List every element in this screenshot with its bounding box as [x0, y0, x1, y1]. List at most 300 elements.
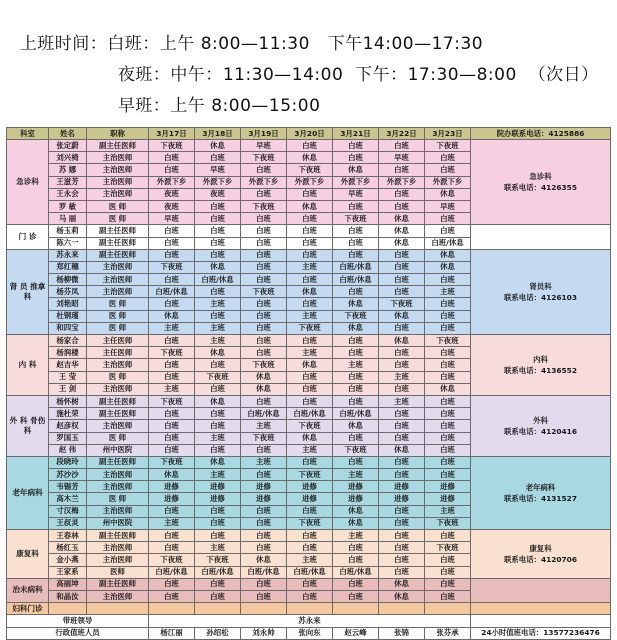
shift-cell: 白班: [287, 335, 333, 347]
shift-cell: 白班: [425, 469, 471, 481]
shift-cell: 进修: [241, 493, 287, 505]
shift-cell: 下夜班: [287, 469, 333, 481]
doctor-name: 高木兰: [49, 493, 87, 505]
shift-cell: 白班: [195, 408, 241, 420]
doctor-name: 郑红穗: [49, 261, 87, 273]
doctor-title: 副主任医师: [87, 408, 149, 420]
shift-cell: 进修: [333, 481, 379, 493]
doctor-title: 副主任医师: [87, 456, 149, 468]
shift-cell: 白班: [425, 225, 471, 237]
shift-cell: 外派下乡: [195, 176, 241, 188]
shift-cell: 进修: [241, 481, 287, 493]
shift-cell: 外派下乡: [425, 176, 471, 188]
shift-cell: 主班: [287, 310, 333, 322]
shift-cell: 主班: [195, 322, 241, 334]
doctor-title: 医 师: [87, 213, 149, 225]
doctor-name: 王滋芳: [49, 176, 87, 188]
shift-cell: 白班: [149, 249, 195, 261]
doctor-title: 州中医院: [87, 517, 149, 529]
shift-cell: 白班: [425, 566, 471, 578]
shift-cell: 休息: [379, 590, 425, 602]
shift-cell: 白班: [149, 530, 195, 542]
shift-cell: 白班/休息: [333, 408, 379, 420]
doctor-title: 医师: [87, 566, 149, 578]
day-afternoon-label: 下午: [327, 34, 363, 54]
shift-cell: 主班: [149, 322, 195, 334]
shift-cell: 白班: [287, 530, 333, 542]
doctor-title: 主治医师: [87, 590, 149, 602]
shift-cell: 白班: [241, 298, 287, 310]
shift-cell: 白班: [287, 578, 333, 590]
shift-cell: 白班: [333, 432, 379, 444]
department-contact: [471, 335, 611, 396]
shift-cell: 休息: [379, 335, 425, 347]
shift-cell: 白班: [241, 517, 287, 529]
shift-cell: 进修: [149, 481, 195, 493]
shift-cell: 白班: [333, 286, 379, 298]
shift-cell: 主班: [241, 420, 287, 432]
department-contact-phone: 联系电话：4126103: [504, 292, 577, 302]
doctor-name: 王春林: [49, 530, 87, 542]
shift-cell: 白班: [333, 152, 379, 164]
shift-cell: 休息: [241, 554, 287, 566]
shift-cell: [333, 603, 379, 615]
shift-cell: 白班: [149, 359, 195, 371]
shift-cell: 白班: [149, 298, 195, 310]
col-title-header: 职称: [87, 128, 149, 140]
shift-cell: 主班: [195, 469, 241, 481]
doctor-title: 副主任医师: [87, 249, 149, 261]
shift-cell: 白班: [379, 469, 425, 481]
doctor-title: 医 师: [87, 322, 149, 334]
shift-cell: 白班/休息: [333, 566, 379, 578]
shift-cell: 白班: [379, 432, 425, 444]
shift-cell: 白班: [425, 408, 471, 420]
shift-cell: 白班: [241, 261, 287, 273]
shift-cell: 白班: [149, 335, 195, 347]
shift-cell: 白班: [333, 456, 379, 468]
shift-cell: 主班: [149, 517, 195, 529]
shift-cell: 下夜班: [149, 554, 195, 566]
doctor-name: 王叔灵: [49, 517, 87, 529]
shift-cell: 白班: [333, 371, 379, 383]
shift-cell: 白班: [149, 274, 195, 286]
shift-cell: 早班: [333, 188, 379, 200]
doctor-name: 金小燕: [49, 554, 87, 566]
shift-cell: 下夜班: [241, 286, 287, 298]
leader-name: 苏永来: [149, 615, 471, 627]
shift-cell: 白班: [333, 590, 379, 602]
shift-cell: 休息: [287, 152, 333, 164]
shift-cell: 白班: [425, 298, 471, 310]
doctor-name: 刘兴椅: [49, 152, 87, 164]
shift-cell: 下夜班: [241, 152, 287, 164]
shift-cell: 白班: [241, 274, 287, 286]
department-contact-phone: 联系电话：4126355: [504, 183, 577, 193]
shift-cell: 白班: [379, 322, 425, 334]
shift-cell: 下夜班: [241, 359, 287, 371]
admin-duty-name: 杨江丽: [149, 627, 195, 639]
doctor-title: 州中医院: [87, 444, 149, 456]
leader-row: [7, 615, 611, 627]
department-contact-name: 外科: [533, 415, 548, 425]
shift-cell: 白班: [241, 469, 287, 481]
night-noon-label: 中午：: [170, 65, 223, 85]
department-contact: [471, 578, 611, 602]
shift-cell: 白班: [379, 505, 425, 517]
shift-cell: 进修: [195, 481, 241, 493]
shift-cell: 进修: [425, 493, 471, 505]
table-row: [7, 530, 611, 542]
shift-cell: 休息: [333, 298, 379, 310]
department-contact-name: 急诊科: [529, 172, 552, 182]
department-contact: [471, 530, 611, 579]
shift-cell: 白班: [425, 274, 471, 286]
schedule-line-early: [106, 76, 320, 116]
doctor-title: 主治医师: [87, 542, 149, 554]
early-shift-label: 早班：: [117, 96, 171, 116]
col-date-header: 3月18日: [195, 128, 241, 140]
shift-cell: 休息: [379, 225, 425, 237]
shift-cell: 休息: [425, 261, 471, 273]
shift-cell: 白班/休息: [149, 286, 195, 298]
shift-cell: 主班: [195, 432, 241, 444]
doctor-name: 和晶汝: [49, 590, 87, 602]
shift-cell: 休息: [195, 347, 241, 359]
shift-cell: 下夜班: [425, 542, 471, 554]
admin-duty-name: 张锦: [379, 627, 425, 639]
shift-cell: 白班: [379, 542, 425, 554]
shift-cell: 白班: [379, 359, 425, 371]
shift-cell: 休息: [241, 371, 287, 383]
doctor-title: 主治医师: [87, 383, 149, 395]
shift-cell: 白班: [241, 237, 287, 249]
shift-cell: 夜班: [149, 188, 195, 200]
shift-cell: 白班: [195, 505, 241, 517]
doctor-title: [87, 603, 149, 615]
department-contact: [471, 456, 611, 529]
shift-cell: 主班: [333, 530, 379, 542]
shift-cell: 白班: [195, 530, 241, 542]
shift-cell: 白班/休息: [287, 566, 333, 578]
department-name: 治未病科: [7, 578, 49, 602]
table-row: [7, 603, 611, 615]
shift-cell: 下夜班: [287, 420, 333, 432]
shift-cell: 下夜班: [333, 310, 379, 322]
col-date-header: 3月22日: [379, 128, 425, 140]
department-name: 康复科: [7, 530, 49, 579]
department-contact-phone: 联系电话：4120706: [504, 554, 577, 564]
shift-cell: 白班: [333, 225, 379, 237]
shift-cell: 白班: [195, 213, 241, 225]
shift-cell: 休息: [425, 249, 471, 261]
shift-cell: 主班: [379, 395, 425, 407]
shift-cell: 白班: [195, 249, 241, 261]
doctor-name: 王 莹: [49, 371, 87, 383]
table-row: [7, 395, 611, 407]
doctor-name: 赵彦权: [49, 420, 87, 432]
doctor-name: 王家系: [49, 566, 87, 578]
shift-cell: 外派下乡: [379, 176, 425, 188]
shift-cell: 白班/休息: [149, 566, 195, 578]
doctor-title: 主治医师: [87, 505, 149, 517]
doctor-title: 主治医师: [87, 176, 149, 188]
doctor-title: 主治医师: [87, 164, 149, 176]
shift-cell: 白班: [195, 200, 241, 212]
shift-cell: 白班: [333, 347, 379, 359]
shift-cell: 下夜班: [195, 554, 241, 566]
shift-cell: 白班: [241, 505, 287, 517]
shift-cell: 白班: [287, 590, 333, 602]
doctor-title: 医 师: [87, 371, 149, 383]
shift-cell: 休息: [195, 456, 241, 468]
shift-cell: 夜班: [149, 200, 195, 212]
duty-roster-table: [6, 127, 611, 640]
shift-cell: 白班: [379, 566, 425, 578]
shift-cell: 白班: [149, 152, 195, 164]
doctor-name: 杨芬凤: [49, 286, 87, 298]
doctor-title: 医 师: [87, 298, 149, 310]
shift-cell: 下夜班: [149, 395, 195, 407]
shift-cell: 白班: [195, 310, 241, 322]
department-name: 急诊科: [7, 140, 49, 225]
shift-cell: 下夜班: [287, 517, 333, 529]
shift-cell: 白班: [425, 371, 471, 383]
shift-cell: 白班: [425, 590, 471, 602]
day-afternoon-time: 14:00—17:30: [362, 34, 484, 54]
shift-cell: 休息: [333, 517, 379, 529]
department-name: 妇科门诊: [7, 603, 49, 615]
column-header-row: [7, 128, 611, 140]
shift-cell: 早班: [149, 213, 195, 225]
shift-cell: 白班/休息: [287, 408, 333, 420]
department-contact-phone: 联系电话：4136552: [504, 365, 577, 375]
shift-cell: 下夜班: [425, 140, 471, 152]
shift-cell: 白班: [379, 347, 425, 359]
shift-cell: 下夜班: [333, 444, 379, 456]
doctor-title: 副主任医师: [87, 578, 149, 590]
department-name: 门 诊: [7, 225, 49, 249]
department-contact: [471, 140, 611, 225]
shift-cell: 外派下乡: [287, 176, 333, 188]
shift-cell: 白班: [195, 578, 241, 590]
early-morning-time: 8:00—15:00: [211, 96, 321, 116]
shift-cell: 白班/休息: [195, 566, 241, 578]
shift-cell: 白班: [379, 420, 425, 432]
shift-cell: 进修: [287, 481, 333, 493]
department-contact-name: 老年病科: [525, 482, 556, 492]
department-contact: [471, 225, 611, 249]
shift-cell: 白班: [425, 322, 471, 334]
shift-cell: 主班: [425, 505, 471, 517]
shift-cell: 白班: [333, 383, 379, 395]
shift-cell: 白班: [241, 249, 287, 261]
shift-cell: 早班: [425, 200, 471, 212]
shift-cell: 白班: [149, 371, 195, 383]
doctor-name: 罗国玉: [49, 432, 87, 444]
col-date-header: 3月17日: [149, 128, 195, 140]
shift-cell: 外派下乡: [333, 176, 379, 188]
shift-cell: 白班: [241, 310, 287, 322]
shift-cell: 下夜班: [287, 164, 333, 176]
shift-cell: 白班: [287, 237, 333, 249]
shift-cell: 白班: [241, 590, 287, 602]
shift-cell: 早班: [195, 164, 241, 176]
shift-cell: 休息: [287, 359, 333, 371]
shift-cell: 白班: [149, 432, 195, 444]
doctor-title: 副主任医师: [87, 530, 149, 542]
col-dept-header: 科室: [7, 128, 49, 140]
day-morning-time: 8:00—11:30: [200, 34, 310, 54]
shift-cell: 白班: [241, 213, 287, 225]
table-row: [7, 249, 611, 261]
shift-cell: 外派下乡: [149, 176, 195, 188]
shift-cell: 白班: [241, 164, 287, 176]
shift-cell: 白班: [287, 140, 333, 152]
shift-cell: 白班/休息: [333, 274, 379, 286]
doctor-title: 副主任医师: [87, 237, 149, 249]
doctor-title: 主治医师: [87, 359, 149, 371]
doctor-name: 刘艳昭: [49, 298, 87, 310]
doctor-name: 赵吉华: [49, 359, 87, 371]
doctor-title: 副主任医师: [87, 225, 149, 237]
doctor-name: 苏永来: [49, 249, 87, 261]
shift-cell: 白班: [333, 554, 379, 566]
shift-cell: 白班: [241, 530, 287, 542]
doctor-title: 副主任医师: [87, 395, 149, 407]
shift-cell: 进修: [149, 493, 195, 505]
table-row: [7, 335, 611, 347]
shift-cell: 白班: [287, 542, 333, 554]
shift-cell: 休息: [425, 383, 471, 395]
shift-cell: 下夜班: [287, 322, 333, 334]
shift-cell: 休息: [195, 140, 241, 152]
shift-cell: 白班: [379, 554, 425, 566]
department-contact-name: 肾员科: [529, 281, 552, 291]
shift-cell: 白班: [425, 444, 471, 456]
shift-cell: 白班: [287, 371, 333, 383]
admin-duty-name: 张向东: [287, 627, 333, 639]
doctor-name: 和四宝: [49, 322, 87, 334]
shift-cell: 白班: [425, 213, 471, 225]
shift-cell: [195, 603, 241, 615]
doctor-name: 马 丽: [49, 213, 87, 225]
shift-cell: 下夜班: [195, 371, 241, 383]
shift-cell: 休息: [379, 310, 425, 322]
shift-cell: 白班: [287, 395, 333, 407]
shift-cell: 夜班: [195, 188, 241, 200]
doctor-name: 王 剑: [49, 383, 87, 395]
shift-cell: 白班: [333, 395, 379, 407]
shift-cell: 白班: [149, 542, 195, 554]
shift-cell: 白班: [195, 444, 241, 456]
night-evening-label: 下午：: [355, 65, 408, 85]
shift-cell: 下夜班: [149, 140, 195, 152]
shift-cell: 白班: [149, 237, 195, 249]
admin-duty-name: 孙绍松: [195, 627, 241, 639]
shift-cell: 白班: [241, 542, 287, 554]
shift-cell: 白班: [195, 420, 241, 432]
shift-cell: 休息: [195, 395, 241, 407]
shift-cell: 白班: [195, 359, 241, 371]
shift-cell: 白班: [149, 590, 195, 602]
shift-cell: 白班: [333, 542, 379, 554]
doctor-name: 高丽坤: [49, 578, 87, 590]
shift-cell: 休息: [287, 200, 333, 212]
office-phone-header: 院办联系电话：4125886: [471, 128, 611, 140]
shift-cell: 主班: [287, 554, 333, 566]
department-contact: [471, 249, 611, 334]
shift-cell: 进修: [379, 493, 425, 505]
day-morning-label: 上午: [159, 34, 195, 54]
shift-cell: 白班: [425, 578, 471, 590]
shift-cell: 下夜班: [149, 456, 195, 468]
doctor-title: 主治医师: [87, 420, 149, 432]
shift-cell: 休息: [379, 578, 425, 590]
early-morning-label: 上午: [170, 96, 206, 116]
shift-cell: 下夜班: [149, 347, 195, 359]
shift-cell: 白班: [241, 335, 287, 347]
shift-cell: 白班: [195, 286, 241, 298]
shift-cell: 白班: [333, 237, 379, 249]
shift-cell: 白班: [425, 347, 471, 359]
roster-body: [7, 128, 611, 640]
doctor-name: 苏沙沙: [49, 469, 87, 481]
shift-cell: 下夜班: [241, 432, 287, 444]
doctor-name: 杨柳微: [49, 274, 87, 286]
shift-cell: 白班: [379, 164, 425, 176]
shift-cell: [379, 603, 425, 615]
shift-cell: 白班: [149, 225, 195, 237]
doctor-name: 杨红玉: [49, 542, 87, 554]
shift-cell: 白班: [425, 420, 471, 432]
shift-cell: 白班: [333, 249, 379, 261]
shift-cell: 白班: [333, 578, 379, 590]
doctor-title: 主治医师: [87, 152, 149, 164]
shift-cell: 早班: [379, 152, 425, 164]
shift-cell: 主班: [195, 542, 241, 554]
doctor-title: 医 师: [87, 432, 149, 444]
shift-cell: 休息: [379, 237, 425, 249]
doctor-name: 王永会: [49, 188, 87, 200]
night-shift-label: 夜班：: [117, 65, 171, 85]
shift-cell: 白班: [149, 408, 195, 420]
doctor-name: 杨润楼: [49, 347, 87, 359]
doctor-title: 医 师: [87, 200, 149, 212]
shift-cell: 休息: [333, 322, 379, 334]
shift-cell: 休息: [287, 432, 333, 444]
shift-cell: 白班: [149, 505, 195, 517]
shift-cell: 白班/休息: [333, 261, 379, 273]
day-shift-label: 白班：: [107, 34, 160, 54]
shift-cell: 白班: [195, 517, 241, 529]
shift-cell: 白班: [379, 200, 425, 212]
doctor-name: 段晓玲: [49, 456, 87, 468]
doctor-title: 主治医师: [87, 286, 149, 298]
shift-cell: 外派下乡: [241, 176, 287, 188]
department-contact: [471, 395, 611, 456]
shift-cell: 白班: [287, 383, 333, 395]
shift-cell: 白班: [149, 444, 195, 456]
shift-cell: 白班: [379, 249, 425, 261]
col-date-header: 3月20日: [287, 128, 333, 140]
doctor-name: 杨玉莉: [49, 225, 87, 237]
doctor-name: 施杜荣: [49, 408, 87, 420]
shift-cell: 白班: [379, 383, 425, 395]
shift-cell: 白班: [241, 444, 287, 456]
department-contact-phone: 联系电话：4131527: [504, 493, 577, 503]
shift-cell: 白班: [287, 456, 333, 468]
